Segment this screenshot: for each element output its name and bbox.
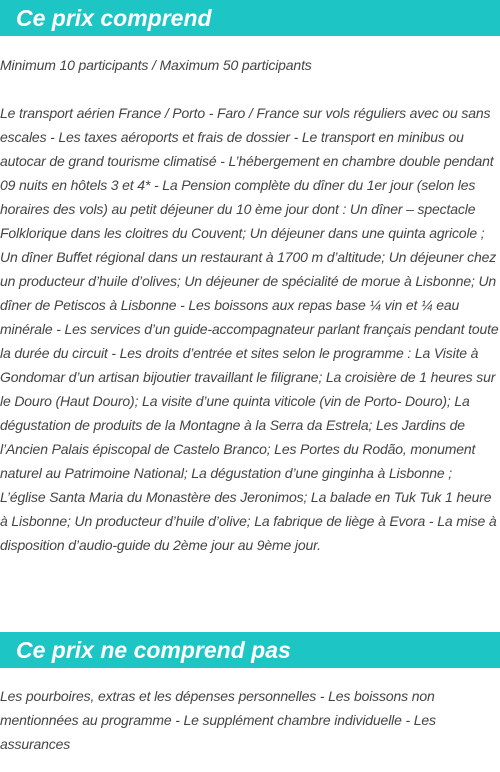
participants-text: Minimum 10 participants / Maximum 50 participants <box>0 57 312 73</box>
excluded-details-text: Les pourboires, extras et les dépenses personnelles - Les boissons non mentionnées au programme - Le supplément chambre individuelle - Les assurances <box>0 688 436 752</box>
included-details-text: Le transport aérien France / Porto - Faro / France sur vols réguliers avec ou sans escales - Les taxes aéroports et frais de dossier - Le transport en minibus ou autocar de grand tourisme climatisé - L’hébergement en chambre double pendant 09 nuits en hôtels 3 et 4* - La Pension complète du dîner du 1er jour (selon les horaires des vols) au petit déjeuner du 10 ème jour dont : Un dîner – spectacle Folklorique dans les cloitres du Couvent; Un déjeuner dans une quinta agricole ; Un dîner Buffet régional dans un restaurant à 1700 m d’altitude; Un déjeuner chez un producteur d’huile d’olives; Un déjeuner de spécialité de morue à Lisbonne; Un dîner de Petiscos à Lisbonne - Les boissons aux repas base ¼ vin et ¼ eau minérale - Les services d’un guide-accompagnateur parlant français pendant toute la durée du circuit - Les droits d’entrée et sites selon le programme : La Visite à Gondomar d’un artisan bijoutier travaillant le filigrane; La croisière de 1 heures sur le Douro (Haut Douro); La visite d’une quinta viticole (vin de Porto- Douro); La dégustation de produits de la Montagne à la Serra da Estrela; Les Jardins de l’Ancien Palais épiscopal de Castelo Branco; Les Portes du Rodão, monument naturel au Patrimoine National; La dégustation d’une ginginha à Lisbonne ; L’église Santa Maria du Monastère des Jeronimos; La balade en Tuk Tuk 1 heure à Lisbonne; Un producteur d’huile d’olive; La fabrique de liège à Evora - La mise à disposition d’audio-guide du 2ème jour au 9ème jour. <box>0 105 499 553</box>
excluded-section-title: Ce prix ne comprend pas <box>0 632 500 668</box>
included-section-title: Ce prix comprend <box>0 0 500 36</box>
